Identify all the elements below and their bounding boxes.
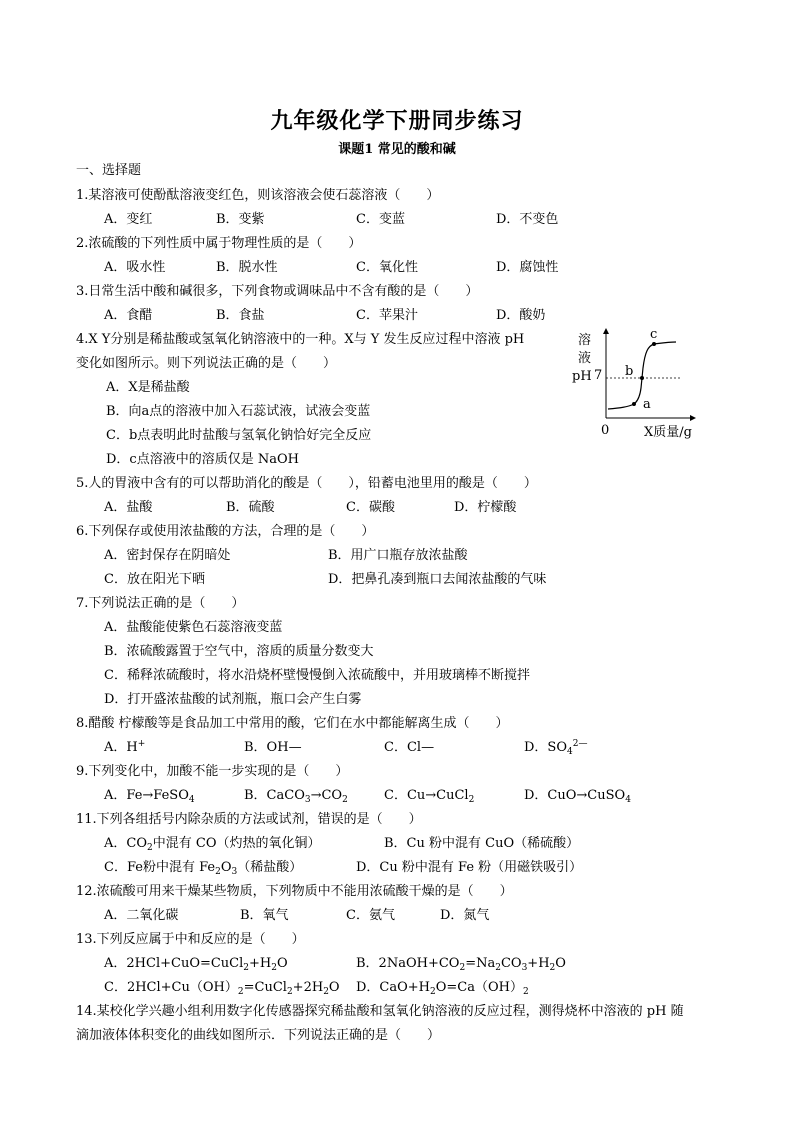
question-2-option-d: D．腐蚀性 [496, 260, 559, 275]
question-9-stem: 9.下列变化中，加酸不能一步实现的是（ ） [76, 764, 349, 779]
q11-a-text: A．CO [104, 836, 147, 851]
q13-b-end: O [555, 956, 566, 971]
q11-a-sub: 2 [147, 843, 153, 853]
graph-point-b [640, 376, 644, 380]
q13-d-mid: O=Ca（OH） [435, 980, 523, 995]
q13-a-sub1: 2 [243, 963, 250, 973]
q8-d-sub: 4 [567, 747, 573, 757]
q13-b-sub1: 2 [459, 963, 466, 973]
question-1-option-c: C．变蓝 [356, 212, 405, 227]
question-12-option-d: D．氮气 [440, 908, 490, 923]
question-6-option-c: C．放在阳光下晒 [104, 572, 205, 587]
graph-y-label-3: pH [572, 369, 592, 384]
question-9-option-c [384, 787, 474, 805]
q13-a-post: +H [249, 956, 272, 971]
q8-b-text: B．OH [244, 740, 289, 755]
question-7-option-d: D．打开盛浓盐酸的试剂瓶，瓶口会产生白雾 [104, 692, 362, 707]
question-13-stem: 13.下列反应属于中和反应的是（ ） [76, 932, 305, 947]
question-3-option-d: D．酸奶 [496, 308, 546, 323]
q11-c-mid: O [220, 860, 232, 875]
question-3-option-a: A．食醋 [104, 308, 153, 323]
graph-point-c [652, 342, 656, 346]
question-14-stem-line1: 14.某校化学兴趣小组利用数字化传感器探究稀盐酸和氢氧化钠溶液的反应过程，测得烧杯中溶液的 pH 随 [76, 1004, 684, 1019]
q13-b-text: B．2NaOH+CO [356, 956, 460, 971]
q13-c-sub2: 2 [286, 987, 293, 997]
question-7-option-c: C．稀释浓硫酸时，将水沿烧杯壁慢慢倒入浓硫酸中，并用玻璃棒不断搅拌 [104, 668, 530, 683]
q11-c-text: C．Fe粉中混有 Fe [104, 860, 216, 875]
q11-c-sub2: 3 [231, 867, 238, 877]
q13-b-sub3: 3 [521, 963, 528, 973]
question-12-option-b: B．氧气 [240, 908, 289, 923]
question-8-stem: 8.醋酸 柠檬酸等是食品加工中常用的酸，它们在水中都能解离生成（ ） [76, 716, 509, 731]
question-6-stem: 6.下列保存或使用浓盐酸的方法，合理的是（ ） [76, 524, 375, 539]
graph-point-a [632, 402, 636, 406]
question-5-stem: 5.人的胃液中含有的可以帮助消化的酸是（ ），铅蓄电池里用的酸是（ ） [76, 476, 537, 491]
question-1-option-a: A．变红 [104, 212, 153, 227]
question-3-stem: 3.日常生活中酸和碱很多，下列食物或调味品中不含有酸的是（ ） [76, 284, 479, 299]
graph-point-c-label: c [650, 327, 658, 342]
question-9-option-b [244, 787, 348, 805]
graph-origin-label: 0 [601, 423, 610, 438]
question-13-option-d [356, 979, 529, 997]
question-5-option-d: D．柠檬酸 [454, 500, 517, 515]
q11-c-sub1: 2 [215, 867, 221, 877]
question-2-option-a: A．吸水性 [104, 260, 166, 275]
q9-d-sub: 4 [625, 795, 631, 805]
question-2-option-c: C．氧化性 [356, 260, 418, 275]
question-6-option-d: D．把鼻孔凑到瓶口去闻浓盐酸的气味 [328, 572, 547, 587]
question-4-option-d: D．c点溶液中的溶质仅是 NaOH [106, 452, 299, 467]
q11-c-post: （稀盐酸） [237, 860, 303, 875]
question-4-stem-line1: 4.X Y分别是稀盐酸或氢氧化钠溶液中的一种。X与 Y 发生反应过程中溶液 pH [76, 332, 525, 347]
question-8-option-b [244, 739, 302, 757]
q13-b-mid3: +H [527, 956, 550, 971]
section-heading: 一、选择题 [76, 163, 142, 178]
q13-a-text: A．2HCl+CuO=CuCl [104, 956, 244, 971]
q13-a-sub2: 2 [271, 963, 277, 973]
q13-b-mid2: CO [500, 956, 522, 971]
question-5-option-c: C．碳酸 [346, 500, 395, 515]
graph-x-label: X质量/g [644, 425, 692, 440]
q8-c-text: C．Cl [384, 740, 422, 755]
question-11-option-b: B．Cu 粉中混有 CuO（稀硫酸） [384, 836, 580, 851]
q13-a-end: O [277, 956, 288, 971]
q8-b-charge: — [288, 740, 302, 755]
q13-d-sub2: 2 [523, 987, 529, 997]
graph-y-axis-arrow [603, 328, 609, 334]
q13-b-mid: =Na [465, 956, 496, 971]
q9-b-text: B．CaCO [244, 788, 305, 803]
question-4-stem-line2: 变化如图所示。则下列说法正确的是（ ） [76, 356, 337, 371]
question-11-option-d: D．Cu 粉中混有 Fe 粉（用磁铁吸引） [356, 860, 583, 875]
question-3-option-b: B．食盐 [216, 308, 265, 323]
ph-curve-figure [568, 322, 702, 446]
q8-d-charge: 2— [572, 739, 588, 749]
graph-point-b-label: b [625, 364, 634, 379]
question-2-option-b: B．脱水性 [216, 260, 278, 275]
question-12-option-a: A．二氧化碳 [104, 908, 179, 923]
question-13-option-a [104, 955, 288, 973]
q13-c-end: O [328, 980, 340, 995]
question-8-option-c [384, 739, 434, 757]
q11-a-post: 中混有 CO（灼热的氧化铜） [152, 836, 321, 851]
q13-c-post: +2H [292, 980, 324, 995]
question-4-option-a: A．X是稀盐酸 [106, 380, 190, 395]
graph-x-axis-arrow [690, 415, 696, 421]
q13-b-sub4: 2 [549, 963, 556, 973]
question-14-stem-line2: 滴加液体体积变化的曲线如图所示．下列说法正确的是（ ） [76, 1028, 441, 1043]
question-12-stem: 12.浓硫酸可用来干燥某些物质，下列物质中不能用浓硫酸干燥的是（ ） [76, 884, 513, 899]
question-7-option-a: A．盐酸能使紫色石蕊溶液变蓝 [104, 620, 283, 635]
q9-c-sub: 2 [468, 795, 475, 805]
question-1-option-d: D．不变色 [496, 212, 559, 227]
graph-ph-curve [608, 342, 676, 409]
question-8-option-a [104, 739, 145, 757]
question-4-option-c: C．b点表明此时盐酸与氢氧化钠恰好完全反应 [106, 428, 372, 443]
page-subtitle: 课题1 常见的酸和碱 [338, 142, 456, 157]
question-13-option-c [104, 979, 340, 997]
q13-c-sub3: 2 [323, 987, 329, 997]
q9-b-mid: →CO [310, 788, 343, 803]
q9-a-text: A．Fe→FeSO [104, 788, 189, 803]
q13-c-text: C．2HCl+Cu（OH） [104, 980, 238, 995]
q8-a-text: A．H [104, 740, 138, 755]
graph-y-label-1: 溶 [578, 333, 592, 348]
q9-a-sub: 4 [188, 795, 195, 805]
q8-a-charge: + [137, 739, 146, 749]
question-8-option-d [524, 739, 587, 757]
q8-c-charge: — [421, 740, 435, 755]
question-9-option-d [524, 787, 631, 805]
question-11-option-a [104, 835, 320, 853]
q9-d-text: D．CuO→CuSO [524, 788, 626, 803]
q13-d-sub1: 2 [430, 987, 436, 997]
question-12-option-c: C．氨气 [346, 908, 395, 923]
question-11-stem: 11.下列各组括号内除杂质的方法或试剂，错误的是（ ） [76, 812, 422, 827]
question-11-option-c [104, 859, 302, 877]
q9-b-sub1: 3 [304, 795, 311, 805]
question-3-option-c: C．苹果汁 [356, 308, 418, 323]
question-1-stem: 1.某溶液可使酚酞溶液变红色，则该溶液会使石蕊溶液（ ） [76, 188, 440, 203]
question-7-option-b: B．浓硫酸露置于空气中，溶质的质量分数变大 [104, 644, 374, 659]
graph-y-tick-7: 7 [594, 368, 603, 383]
question-7-stem: 7.下列说法正确的是（ ） [76, 596, 245, 611]
page-title: 九年级化学下册同步练习 [270, 108, 524, 134]
question-13-option-b [356, 955, 566, 973]
q8-d-text: D．SO [524, 740, 567, 755]
question-9-option-a [104, 787, 195, 805]
graph-y-label-2: 液 [578, 351, 592, 366]
q13-d-text: D．CaO+H [356, 980, 431, 995]
question-4-option-b: B．向a点的溶液中加入石蕊试液，试液会变蓝 [106, 404, 371, 419]
question-6-option-a: A．密封保存在阴暗处 [104, 548, 231, 563]
question-2-stem: 2.浓硫酸的下列性质中属于物理性质的是（ ） [76, 236, 362, 251]
q13-c-sub1: 2 [237, 987, 244, 997]
q13-b-sub2: 2 [495, 963, 501, 973]
question-1-option-b: B．变紫 [216, 212, 265, 227]
question-5-option-a: A．盐酸 [104, 500, 153, 515]
q9-c-text: C．Cu→CuCl [384, 788, 469, 803]
question-6-option-b: B．用广口瓶存放浓盐酸 [328, 548, 468, 563]
question-5-option-b: B．硫酸 [226, 500, 275, 515]
q9-b-sub2: 2 [342, 795, 348, 805]
graph-point-a-label: a [643, 397, 651, 412]
q13-c-mid: =CuCl [243, 980, 287, 995]
